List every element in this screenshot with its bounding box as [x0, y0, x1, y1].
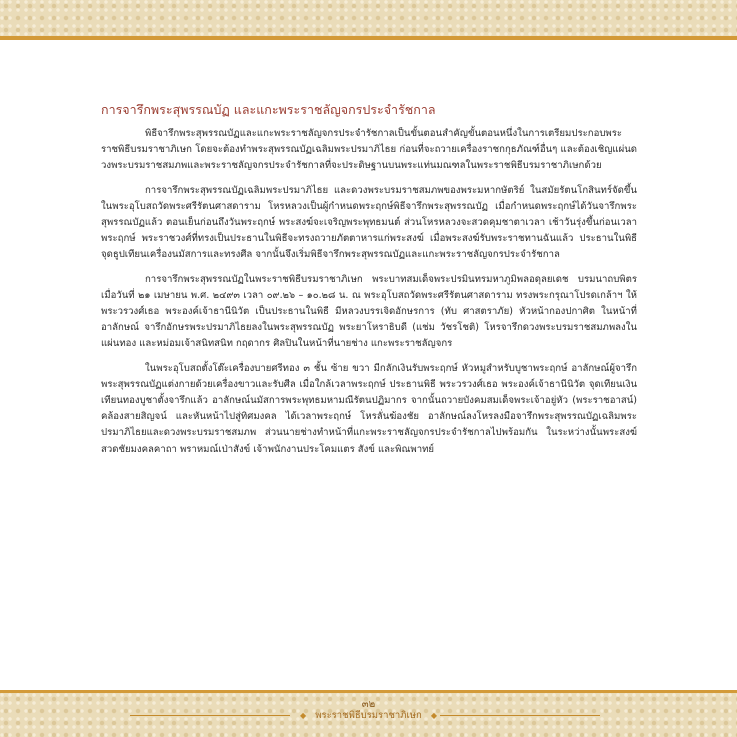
- footer-title-row: [0, 708, 737, 723]
- page-number: ๓๒: [361, 699, 376, 710]
- paragraph-2: การจารึกพระสุพรรณบัฏเฉลิมพระปรมาภิไธย และดวงพระบรมราชสมภพของพระมหากษัตริย์ ในสมัยรัตนโกสินทร์จัดขึ้นในพระอุโบสถวัดพระศรีรัตนศาสดาราม โหรหลวงเป็นผู้กำหนดพระฤกษ์พิธีจารึกพระสุพรรณบัฏ เมื่อกำหนดพระฤกษ์ได้วันจารึกพระสุพรรณบัฏแล้ว ตอนเย็นก่อนถึงวันพระฤกษ์ พระสงฆ์จะเจริญพระพุทธมนต์ ส่วนโหรหลวงจะสวดคุมชาตาเวลา เช้าวันรุ่งขึ้นก่อนเวลาพระฤกษ์ พระราชวงศ์ที่ทรงเป็นประธานในพิธีจะทรงถวายภัตตาหารแก่พระสงฆ์ เมื่อพระสงฆ์รับพระราชทานฉันแล้ว ประธานในพิธีจุดธูปเทียนเครื่องนมัสการและทรงศีล จากนั้นจึงเริ่มพิธีจารึกพระสุพรรณบัฏและแกะพระราชลัญจกรประจำรัชกาล: [101, 184, 637, 261]
- footer-title: พระราชพิธีบรมราชาภิเษก: [315, 710, 422, 721]
- paragraph-4: ในพระอุโบสถตั้งโต๊ะเครื่องบายศรีทอง ๓ ชั้น ซ้าย ขวา มีกลักเงินรับพระฤกษ์ หัวหมูสำหรับบูชาพระฤกษ์ อาลักษณ์ผู้จารึกพระสุพรรณบัฏแต่งกายด้วยเครื่องขาวและรับศีล เมื่อใกล้เวลาพระฤกษ์ ประธานพิธี พระวรวงศ์เธอ พระองค์เจ้าธานีนิวัต จุดเทียนเงินเทียนทองบูชาตั้งจารึกแล้ว อาลักษณ์นมัสการพระพุทธมหามณีรัตนปฏิมากร จากนั้นถวายบังคมสมเด็จพระเจ้าอยู่หัว (พระราชอาสน์) คล้องสายสิญจน์ และหันหน้าไปสู่ทิศมงคล ได้เวลาพระฤกษ์ โหรลั่นฆ้องชัย อาลักษณ์ลงโหรลงมือจารึกพระสุพรรณบัฏเฉลิมพระปรมาภิไธยและดวงพระบรมราชสมภพ ส่วนนายช่างทำหน้าที่แกะพระราชลัญจกรประจำรัชกาลไปพร้อมกัน ในระหว่างนั้นพระสงฆ์สวดชัยมงคลคาถา พราหมณ์เป่าสังข์ เจ้าพนักงานประโคมแตร สังข์ และพิณพาทย์: [101, 362, 637, 455]
- page-footer: [0, 697, 737, 733]
- diamond-ornament-icon: ◆: [300, 711, 307, 720]
- top-decorative-border: [0, 0, 737, 36]
- diamond-ornament-icon: ◆: [430, 711, 437, 720]
- paragraph-3: การจารึกพระสุพรรณบัฏในพระราชพิธีบรมราชาภิเษก พระบาทสมเด็จพระปรมินทรมหาภูมิพลอดุลยเดช บรมนาถบพิตร เมื่อวันที่ ๒๑ เมษายน พ.ศ. ๒๔๙๓ เวลา ๐๙.๒๖ – ๑๐.๒๘ น. ณ พระอุโบสถวัดพระศรีรัตนศาสดาราม ทรงพระกรุณาโปรดเกล้าฯ ให้พระวรวงศ์เธอ พระองค์เจ้าธานีนิวัต เป็นประธานในพิธี มีหลวงบรรเจิดอักษรการ (ทับ ศาสตราภัย) หัวหน้ากองปกาศิต ในหน้าที่อาลักษณ์ จารึกอักษรพระปรมาภิไธยลงในพระสุพรรณบัฏ พระยาโหราธิบดี (แช่ม วัชรโชติ) โหรจารึกดวงพระบรมราชสมภพลงในแผ่นทอง และหม่อมเจ้าสนิทสนิท กฤดากร ศิลปินในหน้าที่นายช่าง แกะพระราชลัญจกร: [101, 273, 637, 350]
- article-body: [101, 126, 637, 466]
- section-heading: การจารึกพระสุพรรณบัฏ และแกะพระราชลัญจกรประจำรัชกาล: [101, 102, 436, 117]
- paragraph-1: พิธีจารึกพระสุพรรณบัฏและแกะพระราชลัญจกรประจำรัชกาลเป็นขั้นตอนสำคัญขั้นตอนหนึ่งในการเตรียมประกอบพระราชพิธีบรมราชาภิเษก โดยจะต้องทำพระสุพรรณบัฏเฉลิมพระปรมาภิไธย ก่อนที่จะถวายเครื่องราชกกุธภัณฑ์อื่นๆ และต้องเชิญแผ่นดวงพระบรมราชสมภพและพระราชลัญจกรประจำรัชกาลที่จะประดิษฐานบนพระแท่นมณฑลในพระราชพิธีบรมราชาภิเษกด้วย: [101, 128, 637, 172]
